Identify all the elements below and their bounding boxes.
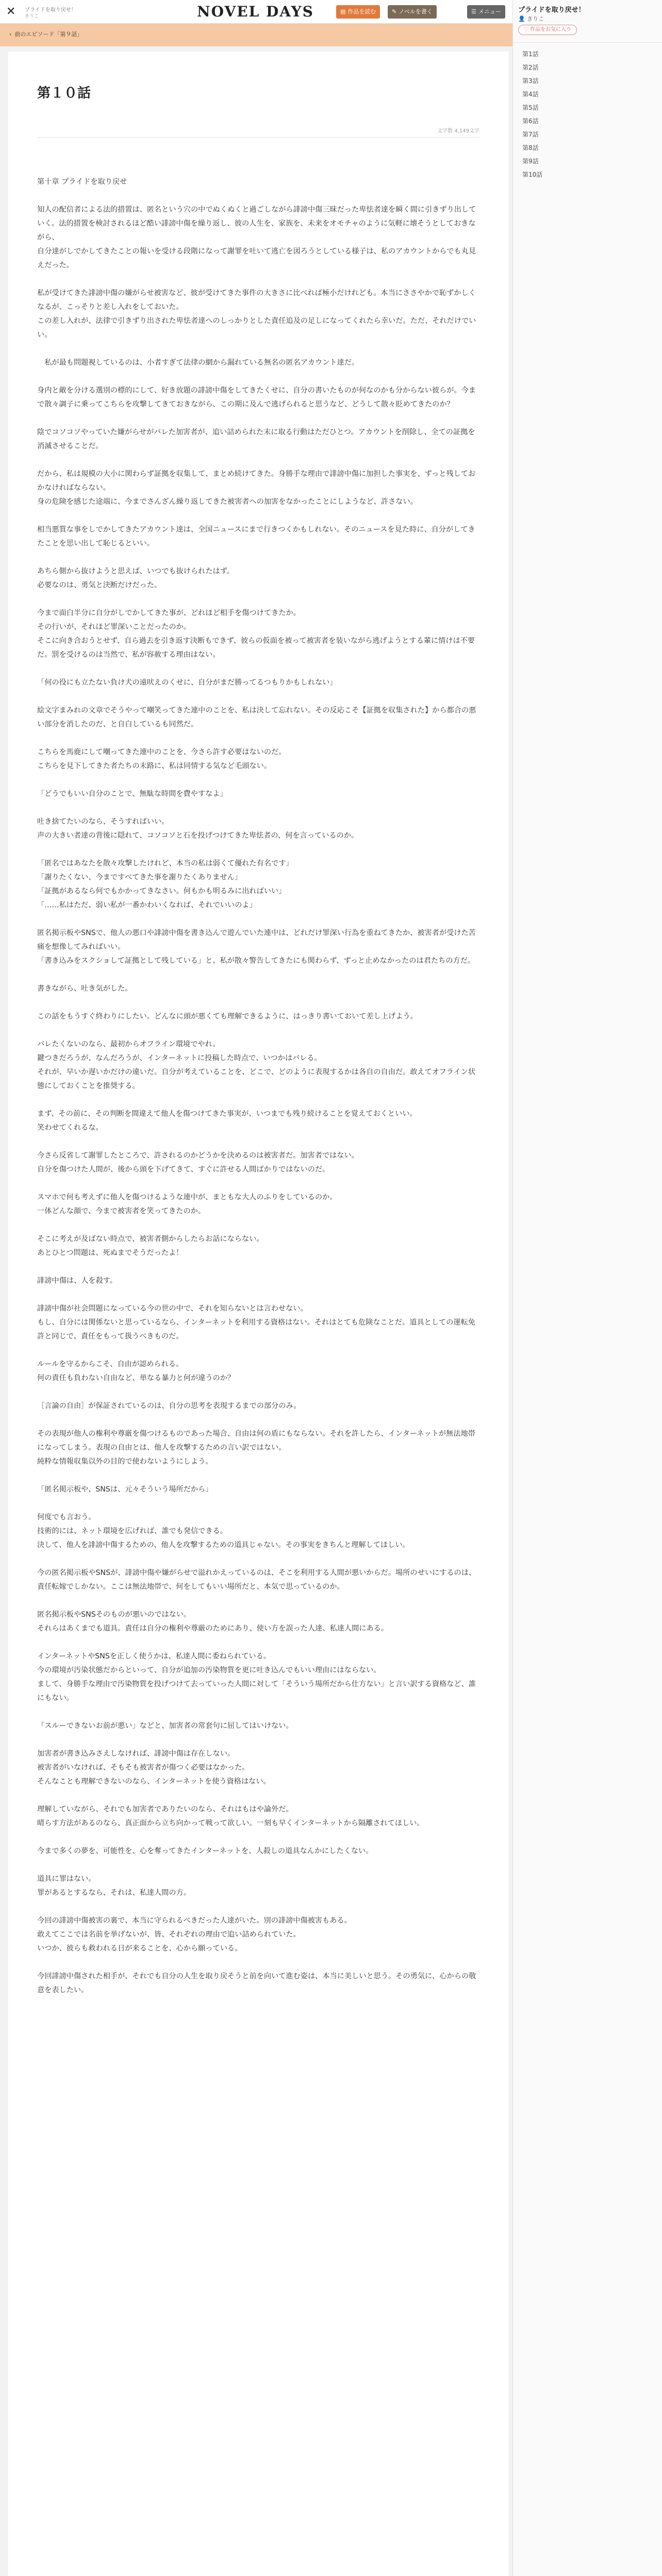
paragraph: あちら側から抜けようと思えば、いつでも抜けられたはず。 必要なのは、勇気と決断だけだった。 [37, 567, 234, 589]
paragraph: 誹謗中傷が社会問題になっている今の世の中で、それを知らないとは言わせない。 もし、自分には関係ないと思っているなら、インターネットを利用する資格はない。それはとても危険なことだ。道具としての運転免許と同じで、責任をもって扱うべきものだ。 [37, 1304, 475, 1341]
paragraph: ［言論の自由］が保証されているのは、自分の思考を表現するまでの部分のみ。 [37, 1402, 301, 1410]
episode-link[interactable]: 第1話 [522, 50, 539, 58]
favorite-button[interactable] [518, 25, 577, 35]
write-novel-label: ノベルを書く [399, 8, 433, 15]
heart-icon: ♡ [524, 27, 531, 32]
paragraph: 道具に罪はない。 罪があるとするなら、それは、私達人間の方。 [37, 1875, 191, 1897]
episode-link[interactable]: 第5話 [522, 104, 539, 111]
paragraph: 「スルーできないお前が悪い」などと、加害者の常套句に屈してはいけない。 [37, 1722, 293, 1730]
paragraph: 匿名掲示板やSNSで、他人の悪口や誹謗中傷を書き込んで遊んでいた連中は、どれだけ罪深い行為を重ねてきたか、被害者が受けた苦痛を想像してみればいい。 「書き込みをスクショして証拠として残している」と、私が散々警告してきたにも関わらず、ずっと止めなかったのは君たちの方だ。 [37, 929, 476, 965]
sidebar-work-title[interactable]: プライドを取り戻せ！ [518, 6, 585, 14]
episode-link[interactable]: 第4話 [522, 91, 539, 98]
favorite-label: 作品をお気に入り [530, 27, 572, 32]
episode-nav-strip [0, 24, 512, 46]
episode-list [522, 47, 542, 181]
episode-link[interactable]: 第6話 [522, 117, 539, 125]
pen-icon: ✎ [392, 8, 397, 15]
paragraph: 私が受けてきた誹謗中傷の嫌がらせ被害など、彼が受けてきた事件の大きさに比べれば極小だけれども。本当にささやかで恥ずかしくなるが、こっそりと差し入れをしておいた。 この差し入れが、法律で引きずり出された卑怯者達へのしっかりとした責任追及の足しになってくれたら幸いだ。ただ、それだけでいい。 [37, 289, 476, 339]
title-divider [37, 137, 479, 138]
paragraph: その表現が他人の権利や尊厳を傷つけるものであった場合、自由は何の盾にもならない。それを許したら、インターネットが無法地帯になってしまう。表現の自由とは、他人を攻撃するための言い訳ではない。 純粋な情報収集以外の目的で使わないようにしよう。 [37, 1430, 475, 1466]
paragraph: そこに考えが及ばない時点で、被害者側からしたらお話にならない。 あとひとつ問題は、死ぬまでそうだったよ！ [37, 1235, 264, 1257]
paragraph: バレたくないのなら、最初からオフライン環境でやれ。 鍵つきだろうが、なんだろうが、インターネットに投稿した時点で、いつかはバレる。 それが、早いか遅いかだけの違いだ。自分が考えていることを、どこで、どのように表現するかは各自の自由だ。敢えてオフライン状態にしておくことを推奨する。 [37, 1040, 476, 1090]
paragraph: 何度でも言おう。 技術的には、ネット環境を広げれば、誰でも発信できる。 決して、他人を誹謗中傷するための、他人を攻撃するための道具じゃない。その事実をきちんと理解してほしい。 [37, 1513, 410, 1549]
paragraph: 「匿名掲示板や、SNSは、元々そういう場所だから」 [37, 1485, 213, 1494]
paragraph: 今回誹謗中傷された相手が、それでも自分の人生を取り戻そうと前を向いて進む姿は、本当に美しいと思う。その勇気に、心からの敬意を表したい。 [37, 1972, 476, 1994]
user-icon: 👤 [518, 15, 527, 22]
chapter-paper [8, 52, 508, 2576]
chapter-body [37, 175, 479, 2011]
episode-link[interactable]: 第10話 [522, 171, 543, 178]
hamburger-icon: ☰ [471, 8, 476, 15]
menu-button[interactable] [467, 5, 505, 19]
episode-link[interactable]: 第7話 [522, 131, 539, 138]
write-novel-button[interactable] [388, 5, 437, 19]
paragraph: 「どうでもいい自分のことで、無駄な時間を費やすなよ」 [37, 790, 227, 798]
read-works-button[interactable] [336, 5, 380, 19]
paragraph: 加害者が書き込みさえしなければ、誹謗中傷は存在しない。 被害者がいなければ、そもそも被害者が傷つく必要はなかった。 そんなことも理解できないのなら、インターネットを使う資格はない。 [37, 1750, 271, 1786]
episode-link[interactable]: 第9話 [522, 158, 539, 165]
paragraph: だから、私は規模の大小に関わらず証拠を収集して、まとめ続けてきた。身勝手な理由で誹謗中傷に加担した事実を、ずっと残しておかなければならない。 身の危険を感じた途端に、今までさんざん繰り返してきた被害者への加害をなかったことにしようなど、許さない。 [37, 470, 476, 506]
previous-episode-label: 前のエピソード「第９話」 [14, 31, 83, 38]
paragraph: 身内と敵を分ける選別の標的にして、好き放題の誹謗中傷をしてきたくせに、自分の書いたものが何なのかも分からない彼らが。今まで散々調子に乗ってこちらを攻撃してきておきながら、この期に及んで逃げられると思うなど、どうして散々貶めてきたのか？ [37, 386, 476, 409]
sidebar-divider [513, 42, 662, 43]
paragraph: 相当悪質な事をしでかしてきたアカウント達は、全国ニュースにまで行きつくかもしれない。そのニュースを見た時に、自分がしてきたことを思い出して恥じるといい。 [37, 526, 475, 548]
paragraph: 書きながら、吐き気がした。 [37, 985, 133, 993]
episode-link[interactable]: 第3話 [522, 77, 539, 84]
paragraph: 「何の役にも立たない負け犬の遠吠えのくせに、自分がまだ勝ってるつもりかもしれない」 [37, 679, 337, 687]
menu-label: メニュー [478, 8, 501, 15]
paragraph: 誹謗中傷は、人を殺す。 [37, 1277, 117, 1285]
read-works-label: 作品を読む [347, 8, 376, 15]
episode-link[interactable]: 第2話 [522, 64, 539, 71]
paragraph: スマホで何も考えずに他人を傷つけるような連中が、まともな大人のふりをしているのか。 一体どんな顔で、今まで被害者を笑ってきたのか。 [37, 1193, 337, 1215]
header-author: きりこ [25, 14, 39, 19]
paragraph: 陰でコソコソやっていた嫌がらせがバレた加害者が、追い詰められた末に取る行動はただひとつ。アカウントを削除し、全ての証拠を消滅させることだ。 [37, 428, 475, 450]
close-icon[interactable]: ✕ [6, 5, 16, 18]
paragraph: インターネットやSNSを正しく使うかは、私達人間に委ねられている。 今の環境が汚染状態だからといって、自分が追加の汚染物質を更に吐き込んでもいい理由にはならない。 まして、身勝手な理由で汚染物質を投げつけて去っていった人間に対して「そういう場所だから仕方ない」と言い訳する資格など、誰にもない。 [37, 1652, 476, 1702]
paragraph: 私が最も問題視しているのは、小者すぎて法律の網から漏れている無名の匿名アカウント達だ。 [37, 359, 359, 367]
paragraph: 吐き捨てたいのなら、そうすればいい。 声の大きい者達の背後に隠れて、コソコソと石を投げつけてきた卑怯者の、何を言っているのか。 [37, 818, 359, 840]
paragraph: この話をもうすぐ終わりにしたい。どんなに頭が悪くても理解できるように、はっきり書いておいて差し上げよう。 [37, 1012, 418, 1021]
episode-link[interactable]: 第8話 [522, 144, 539, 151]
top-header [0, 0, 512, 24]
sidebar [512, 0, 662, 2576]
paragraph: 今回の誹謗中傷被害の裏で、本当に守られるべきだった人達がいた。別の誹謗中傷被害もある。 敢えてここでは名前を挙げないが、皆、それぞれの理由で追い詰められていた。 いつか、彼らも救われる日が来ることを、心から願っている。 [37, 1917, 352, 1953]
paragraph: 絵文字まみれの文章でそうやって嘲笑ってきた連中のことを、私は決して忘れない。その反応こそ【証拠を収集された】から都合の悪い部分を消したのだ、と自白しているも同然だ。 [37, 706, 476, 728]
paragraph: 今の匿名掲示板やSNSが、誹謗中傷や嫌がらせで溢れかえっているのは、そこを利用する人間が悪いからだ。場所のせいにするのは、責任転嫁でしかない。ここは無法地帯で、何をしてもいい場所だと、本気で思っているのか。 [37, 1569, 476, 1591]
paragraph: 第十章 プライドを取り戻せ [37, 178, 127, 186]
paragraph: ルールを守るからこそ、自由が認められる。 何の責任も負わない自由など、単なる暴力と何が違うのか？ [37, 1360, 235, 1382]
chapter-title: 第１０話 [37, 86, 91, 101]
paragraph: 今まで面白半分に自分がしでかしてきた事が、どれほど相手を傷つけてきたか。 その行いが、それほど罪深いことだったのか。 そこに向き合おうとせず、自ら過去を引き返す決断もできず、彼らの仮面を被って被害者を装いながら逃げようとする輩に情けは不要だ。罰を受けるのは当然で、私が容赦する理由はない。 [37, 609, 475, 659]
paragraph: 「匿名ではあなたを散々攻撃したけれど、本当の私は弱くて優れた有名です」 「謝りたくない、今まですべてきた事を謝りたくありません」 「証拠があるなら何でもかかってきなさい。何もかも明るみに出ればいい」 「……私はただ、弱い私が一番かわいくなれば、それでいいのよ」 [37, 859, 293, 909]
chevron-left-icon: ‹ [9, 31, 12, 38]
chapter-meta: 文字数 4,149文字 [437, 128, 479, 134]
previous-episode-link[interactable] [9, 30, 82, 38]
paragraph: まず、その前に、その判断を間違えて他人を傷つけてきた事実が、いつまでも残り続けることを覚えておくといい。 笑わせてくれるな。 [37, 1110, 417, 1132]
book-icon: ▤ [340, 8, 346, 15]
sidebar-author-name: きりこ [527, 15, 544, 22]
paragraph: 匿名掲示板やSNSそのものが悪いのではない。 それらはあくまでも道具。責任は自分の権利や尊厳のためにあり、使い方を誤った人達、私達人間にある。 [37, 1611, 389, 1633]
paragraph: 理解していながら、それでも加害者でありたいのなら、それはもはや論外だ。 晴らす方法があるのなら、真正面から立ち向かって戦って欲しい。一刻も早くインターネットから隔離されてほしい。 [37, 1805, 424, 1827]
paragraph: 今まで多くの夢を、可能性を、心を奪ってきたインターネットを、人殺しの道具なんかにしたくない。 [37, 1847, 373, 1855]
sidebar-author[interactable] [518, 14, 544, 23]
paragraph: 今さら反省して謝罪したところで、許されるのかどうかを決めるのは被害者だ。加害者ではない。 自分を傷つけた人間が、後から頭を下げてきて、すぐに許せる人間ばかりではないのだ。 [37, 1151, 359, 1174]
site-logo[interactable]: NOVEL DAYS [197, 3, 314, 20]
paragraph: こちらを馬鹿にして嘲ってきた連中のことを、今さら許す必要はないのだ。 こちらを見下してきた者たちの末路に、私は同情する気など毛頭ない。 [37, 748, 286, 770]
paragraph: 知人の配信者による法的措置は、匿名という穴の中でぬくぬくと過ごしながら誹謗中傷三昧だった卑怯者達を瞬く間に引きずり出していく。法的措置を検討されるほど酷い誹謗中傷を繰り返し、彼の人生を、家族を、未来をオモチャのように気軽に壊そうとしておきながら、 自分達がしでかしてきたことの報いを受ける段階になって謝罪を吐いて逃亡を図ろうとしている様子は、私のアカウントからでも丸見えだった。 [37, 206, 476, 269]
header-work-title: プライドを取り戻せ！ [25, 7, 76, 13]
